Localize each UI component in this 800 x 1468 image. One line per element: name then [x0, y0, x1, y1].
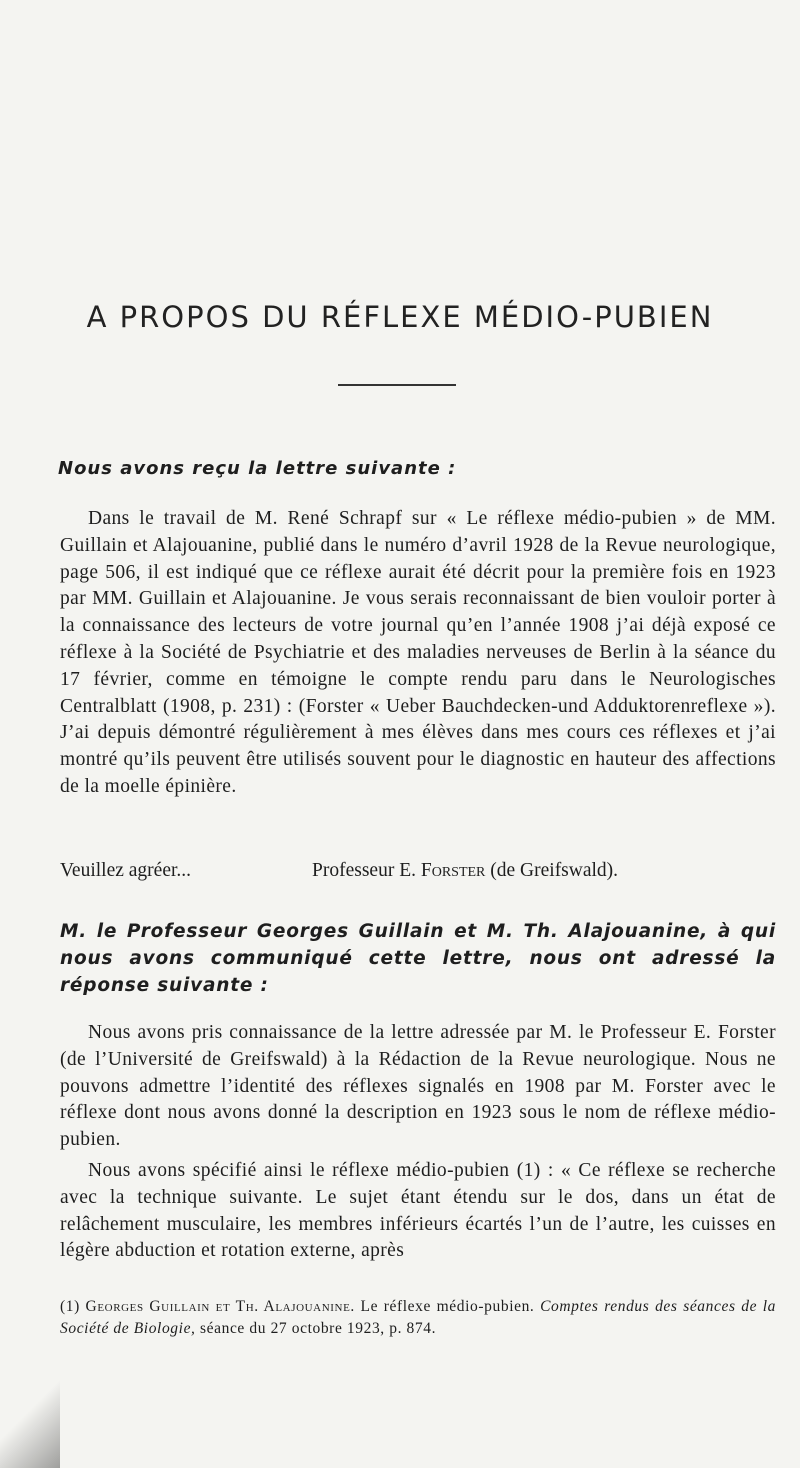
letter-closing: Veuillez agréer...	[60, 860, 192, 881]
footnote-date: séance du 27 octobre 1923, p. 874.	[200, 1320, 437, 1337]
footnote-text: Le réflexe médio-pubien.	[360, 1298, 535, 1315]
letter-signature	[312, 860, 618, 882]
article-title: A PROPOS DU RÉFLEXE MÉDIO-PUBIEN	[86, 300, 714, 334]
intro-line: Nous avons reçu la lettre suivante :	[58, 458, 457, 479]
letter-signature-line	[60, 860, 760, 882]
signature-name: Forster	[420, 860, 486, 881]
signature-suffix: (de Greifswald).	[490, 860, 619, 881]
footnote-marker: (1)	[60, 1298, 80, 1315]
response-heading: M. le Professeur Georges Guillain et M. Th. Alajouanine, à qui nous avons communiqué cette lettre, nous ont adressé la réponse suivante :	[60, 921, 776, 996]
letter-paragraph: Dans le travail de M. René Schrapf sur « Le réflexe médio-pubien » de MM. Guillain et Alajouanine, publié dans le numéro d’avril 1928 de la Revue neurologique, page 506, il est indiqué que ce réflexe aurait été décrit pour la première fois en 1923 par MM. Guillain et Alajouanine. Je vous serais reconnaissant de bien vouloir porter à la connaissance des lecteurs de votre journal qu’en l’année 1908 j’ai déjà exposé ce réflexe à la Société de Psychiatrie et des maladies nerveuses de Berlin à la séance du 17 février, comme en témoigne le compte rendu paru dans le Neurologisches Centralblatt (1908, p. 231) : (Forster « Ueber Bauchdecken-und Adduktorenreflexe »). J’ai depuis démontré régulièrement à mes élèves dans mes cours ces réflexes et j’ai montré qu’ils peuvent être utilisés souvent pour le diagnostic en hauteur des affections de la moelle épinière.	[60, 508, 776, 797]
response-paragraph-2: Nous avons spécifié ainsi le réflexe médio-pubien (1) : « Ce réflexe se recherche avec la technique suivante. Le sujet étant étendu sur le dos, dans un état de relâchement musculaire, les membres inférieurs écartés l’un de l’autre, les cuisses en légère abduction et rotation externe, après	[60, 1160, 776, 1262]
footnote-source: Comptes rendus des séances de la Société de Biologie,	[60, 1298, 777, 1337]
response-paragraph-1: Nous avons pris connaissance de la lettre adressée par M. le Professeur E. Forster (de l’Université de Greifswald) à la Rédaction de la Revue neurologique. Nous ne pouvons admettre l’identité des réflexes signalés en 1908 par M. Forster avec le réflexe dont nous avons donné la description en 1923 sous le nom de réflexe médio-pubien.	[60, 1022, 776, 1151]
title-divider	[338, 384, 456, 386]
scan-edge-shadow	[0, 1380, 60, 1468]
footnote	[60, 1296, 776, 1340]
signature-prefix: Professeur E.	[312, 860, 416, 881]
footnote-authors: Georges Guillain et Th. Alajouanine.	[85, 1298, 355, 1315]
